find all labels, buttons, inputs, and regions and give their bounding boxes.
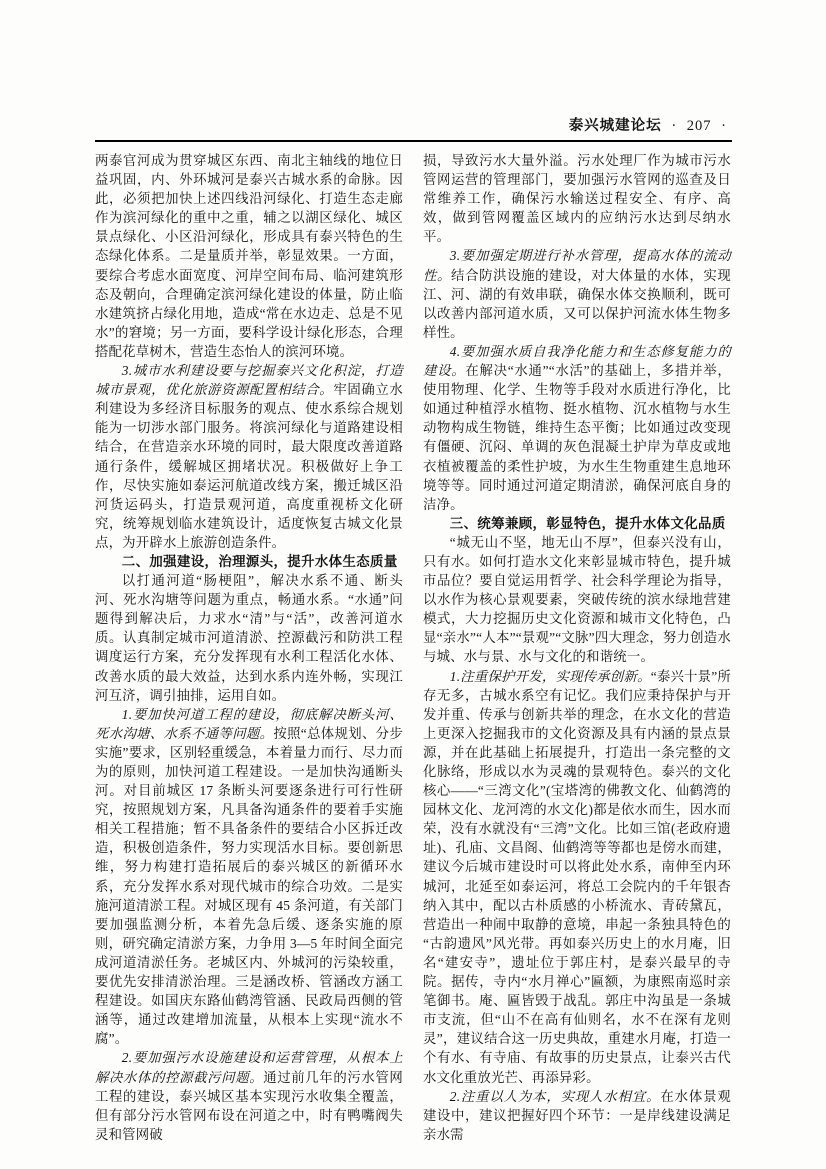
- section-heading: 三、统筹兼顾，彰显特色，提升水体文化品质: [449, 515, 726, 531]
- paragraph: [95, 571, 403, 705]
- paragraph-text: 结合防洪设施的建设，对大体量的水体，实现江、河、湖的有效串联，确保水体交换顺利，既可以改善内部河道水质，又可以保护河流水体生物多样性。: [423, 267, 732, 340]
- paragraph: [423, 246, 731, 341]
- running-head: [95, 117, 732, 135]
- paragraph-text: 以打通河道“肠梗阻”，解决水系不通、断头河、死水沟塘等问题为重点，畅通水系。“水通”问题得到解决后，力求水“清”与“活”，改善河道水质。认真制定城市河道清淤、控源截污和防洪工程调度运行方案，充分发挥现有水利工程活化水体、改善水质的最大效益，达到水系内连外畅，实现江河互济，调引抽排，运用自如。: [95, 573, 403, 703]
- paragraph-text: 在解决“水通”“水活”的基础上，多措并举，使用物理、化学、生物等手段对水质进行净化，比如通过种植浮水植物、挺水植物、沉水植物与水生动物构成生物链，维持生态平衡；比如通过改变现有僵硬、沉闷、单调的灰色混凝土护岸为草皮或地衣植被覆盖的柔性护坡，为水生生物重建生息地环境等等。同时通过河道定期清淤，确保河底自身的洁净。: [423, 363, 731, 512]
- paragraph-continuation: [423, 151, 731, 246]
- paragraph-lead-kai: 3.要加强定期进行补水管理，提高水体的流动性。: [423, 248, 731, 283]
- paragraph-text: 损，导致污水大量外溢。污水处理厂作为城市污水管网运营的管理部门，要加强污水管网的巡查及日常维养工作，确保污水输送过程安全、有序、高效，做到管网覆盖区域内的应纳污水达到尽纳水平。: [423, 153, 731, 245]
- paragraph-lead-kai: 1.要加快河道工程的建设，彻底解决断头河、死水沟塘、水系不通等问题。: [95, 706, 403, 741]
- paragraph-lead-kai: 1.注重保护开发，实现传承创新。: [449, 668, 651, 684]
- paragraph-text: 两泰官河成为贯穿城区东西、南北主轴线的地位日益巩固，内、外环城河是泰兴古城水系的命脉。因此，必须把加快上述四线沿河绿化、打造生态走廊作为滨河绿化的重中之重，辅之以湖区绿化、城区景点绿化、小区沿河绿化，形成具有泰兴特色的生态绿化体系。二是量质并举，彰显效果。一方面，要综合考虑水面宽度、河岸空间布局、临河建筑形态及朝向，合理确定滨河绿化建设的体量，防止临水建筑挤占绿化用地，造成“常在水边走、总是不见水”的窘境；另一方面，要科学设计绿化形态，合理搭配花草树木，营造生态怡人的滨河环境。: [95, 153, 403, 359]
- paragraph: [423, 667, 731, 1087]
- paragraph-lead-kai: 3.城市水利建设要与挖掘泰兴文化积淀，打造城市景观，优化旅游资源配置相结合。: [95, 363, 403, 398]
- section-heading: 二、加强建设，治理源头，提升水体生态质量: [121, 553, 398, 569]
- paragraph-text: 通过前几年的污水管网工程的建设，泰兴城区基本实现污水收集全覆盖，但有部分污水管网布设在河道之中，时有鸭嘴阀失灵和管网破: [95, 1069, 403, 1142]
- paragraph: [423, 533, 731, 667]
- paragraph: [95, 705, 403, 1049]
- paragraph-text: “泰兴十景”所存无多，古城水系空有记忆。我们应秉持保护与开发并重、传承与创新共举的理念，在水文化的营造上更深入挖掘我市的文化资源及具有内涵的景点景源，并在此基础上拓展提升，打造出一条完整的文化脉络，形成以水为灵魂的景观特色。泰兴的文化核心——“三湾文化”(宝塔湾的佛教文化、仙鹤湾的园林文化、龙河湾的水文化)都是依水而生，因水而荣，没有水就没有“三湾”文化。比如三馆(老政府遗址)、孔庙、文昌阁、仙鹤湾等等都也是傍水而建，建议今后城市建设时可以将此处水系，南伸至内环城河，北延至如泰运河，将总工会院内的千年银杏纳入其中，配以古朴质感的小桥流水、青砖黛瓦，营造出一种闹中取静的意境，串起一条独具特色的“古韵遗风”风光带。再如泰兴历史上的水月庵，旧名“建安寺”，遗址位于郭庄村，是泰兴最早的寺院。据传，寺内“水月禅心”匾额，为康熙南巡时亲笔御书。庵、匾皆毁于战乱。郭庄中沟虽是一条城市支流，但“山不在高有仙则名，水不在深有龙则灵”，建议结合这一历史典故，重建水月庵，打造一个有水、有寺庙、有故事的历史景点，让泰兴古代水文化重放光芒、再添异彩。: [423, 668, 731, 1085]
- paragraph: [95, 1048, 403, 1143]
- paragraph: [423, 1087, 731, 1144]
- paragraph-text: 在水体景观建设中，建议把握好四个环节：一是岸线建设满足亲水需: [423, 1088, 731, 1142]
- text-body: [95, 151, 732, 1144]
- paragraph-text: 牢固确立水利建设为多经济目标服务的观点、使水系综合规划能为一切涉水部门服务。将滨河绿化与道路建设相结合，在营造亲水环境的同时，最大限度改善道路通行条件，缓解城区拥堵状况。积极做好上争工作，尽快实施如泰运河航道改线方案，搬迁城区沿河货运码头，打造景观河道，高度重视桥文化研究，统筹规划临水建筑设计，适度恢复古城文化景点，为开辟水上旅游创造条件。: [95, 382, 403, 550]
- text-column-right: [423, 151, 731, 1144]
- paragraph-lead-kai: 4.要加强水质自我净化能力和生态修复能力的建设。: [423, 343, 731, 379]
- paragraph: [423, 342, 731, 514]
- paragraph-lead-kai: 2.要加强污水设施建设和运营管理，从根本上解决水体的控源截污问题。: [95, 1050, 403, 1085]
- separator-dot: ·: [721, 118, 727, 134]
- text-column-left: [95, 151, 403, 1144]
- paragraph-lead-kai: 2.注重以人为本，实现人水相宜。: [449, 1088, 661, 1104]
- paragraph-continuation: [95, 151, 403, 361]
- header-rule: [95, 140, 732, 142]
- separator-dot: ·: [671, 118, 678, 134]
- page-number: 207: [686, 118, 712, 134]
- journal-title: 泰兴城建论坛: [568, 118, 662, 134]
- paragraph-text: 按照“总体规划、分步实施”要求，区别轻重缓急，本着量力而行、尽力而为的原则，加快河道工程建设。一是加快沟通断头河。对目前城区 17 条断头河要逐条进行可行性研究，按照规划方案，凡具备沟通条件的要着手实施相关工程措施；暂不具备条件的要结合小区拆迁改造，积极创造条件，努力实现活水目标。要创新思维，努力构建打造拓展后的泰兴城区的新循环水系，充分发挥水系对现代城市的综合功效。二是实施河道清淤工程。对城区现有 45 条河道，有关部门要加强监测分析，本着先急后缓、逐条实施的原则，研究确定清淤方案，力争用 3—5 年时间全面完成河道清淤任务。老城区内、外城河的污染较重，要优先安排清淤治理。三是涵改桥、管涵改方涵工程建设。如国庆东路仙鹤湾管涵、民政局西侧的管涵等，通过改建增加流量，从根本上实现“流水不腐”。: [95, 725, 403, 1047]
- paragraph: [95, 361, 403, 552]
- paragraph-text: “城无山不坚，地无山不厚”，但泰兴没有山，只有水。如何打造水文化来彰显城市特色，提升城市品位？要自觉运用哲学、社会科学理论为指导，以水作为核心景观要素，突破传统的滨水绿地营建模式，大力挖掘历史文化资源和城市文化特色，凸显“亲水”“人本”“景观”“文脉”四大理念，努力创造水与城、水与景、水与文化的和谐统一。: [423, 534, 731, 665]
